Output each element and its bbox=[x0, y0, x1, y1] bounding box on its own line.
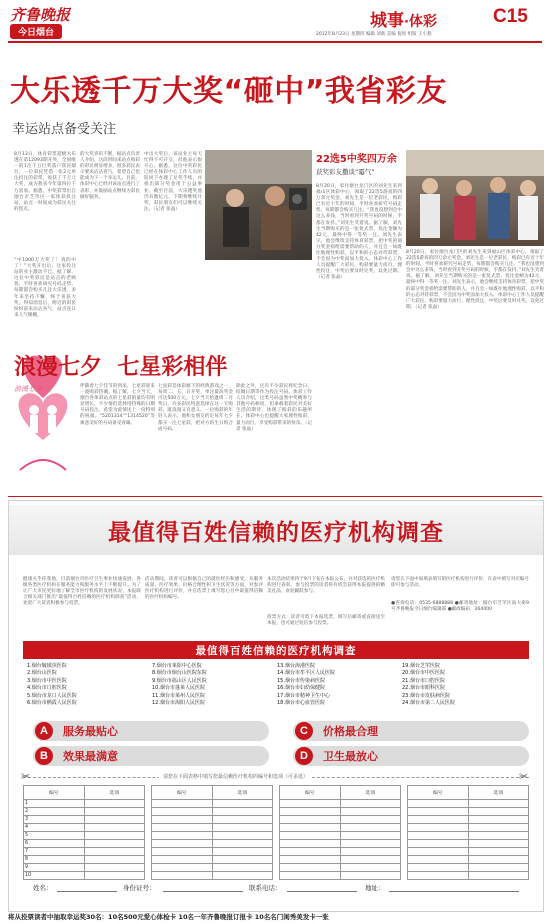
vote-cell[interactable] bbox=[340, 824, 401, 832]
option-label: 价格最合理 bbox=[323, 725, 378, 738]
sidebar-body: 8月20日，家住烟台龙门区的刘先生来到福山区体彩中心，领取了22选5游戏的四万余元奖金。刘先生是一位老彩民，购彩已有近十年的时间，平时喜欢研究号码走势，每期都会购买几注。“我也没想到会中这么多钱，当时看到开奖号码的时候，手都在发抖。”刘先生笑着说。据了解，刘先生当期购买的是一张复式票，投注金额为42元，最终中得一等奖一注。刘先生表示，他会继续支持体育彩票，把中奖的部分奖金捐给需要帮助的人，并且会一如既往地理性购彩，以平和的心态对待彩票，不会因为中奖而加大投入。体彩中心工作人员提醒广大彩民，购彩要量力而行，理性投注，中奖后要及时兑奖，以免过期。（记者 张晶） bbox=[316, 184, 402, 281]
option-letter: C bbox=[295, 722, 313, 740]
option-letter: D bbox=[295, 747, 313, 765]
list-item: 22.烟台市眼科医院 bbox=[402, 685, 445, 692]
option-label: 卫生最放心 bbox=[323, 750, 378, 763]
vote-cell[interactable] bbox=[84, 848, 145, 856]
vote-cell[interactable] bbox=[280, 856, 341, 864]
scissors-icon: ✂ bbox=[21, 770, 31, 783]
vote-cell[interactable] bbox=[212, 800, 273, 808]
list-item: 9.烟台市福山区人民医院 bbox=[152, 677, 207, 684]
survey-intro2: 活动期间，读者可以根据自己的就医经历和感受，从服务质量、医疗效果、价格合理性和卫生状况等方面，对参评医疗机构进行评价，并在选票上填写您心目中最值得信赖的医疗机构编号。 bbox=[145, 577, 263, 601]
list-item: 13.烟台海港医院 bbox=[277, 663, 315, 669]
list-item: 12.烟台市海阳人民医院 bbox=[152, 700, 205, 707]
scissors-icon: ✂ bbox=[519, 770, 529, 783]
row-number: 4 bbox=[24, 824, 85, 832]
vote-cell[interactable] bbox=[340, 856, 401, 864]
phone-field[interactable] bbox=[287, 891, 357, 892]
vote-cell[interactable] bbox=[408, 840, 469, 848]
list-item: 16.烟台市妇幼保健院 bbox=[277, 685, 325, 692]
option-b[interactable] bbox=[33, 746, 269, 766]
vote-cell[interactable] bbox=[408, 824, 469, 832]
vote-cell[interactable] bbox=[340, 864, 401, 872]
vote-cell[interactable] bbox=[84, 864, 145, 872]
vote-cell[interactable] bbox=[152, 800, 213, 808]
survey-title-bar bbox=[9, 505, 543, 555]
list-heading-bar bbox=[23, 641, 529, 659]
vote-cell[interactable] bbox=[468, 848, 529, 856]
vote-cell[interactable] bbox=[340, 832, 401, 840]
address-label: 地址： bbox=[365, 884, 385, 892]
vote-cell[interactable] bbox=[280, 816, 341, 824]
ballot-table bbox=[23, 785, 145, 880]
sidebar-photo-scene bbox=[406, 150, 544, 246]
survey-rules: 请您在下面中间填表填写的医疗机构进行评价，在表中填写对应编号即可参与活动。 bbox=[391, 577, 529, 589]
section-title: 城事·体彩 bbox=[370, 11, 437, 31]
edition-label: 今日烟台 bbox=[17, 28, 54, 38]
ballot-table bbox=[407, 785, 529, 880]
vote-cell[interactable] bbox=[280, 824, 341, 832]
list-item: 6.烟台市栖霞人民医院 bbox=[27, 700, 77, 707]
section-label: 城事 bbox=[370, 11, 404, 31]
row-number: 2 bbox=[24, 808, 85, 816]
list-item: 8.烟台市烟台山医院东院 bbox=[152, 670, 207, 677]
vote-cell[interactable] bbox=[468, 824, 529, 832]
vote-cell[interactable] bbox=[212, 808, 273, 816]
vote-cell[interactable] bbox=[212, 848, 273, 856]
survey-intro4: 投票方式：读者可剪下本报选票，填写后邮寄或直接送至本报，也可通过短信参与投票。 bbox=[267, 615, 385, 627]
list-item: 23.烟台市皮肤病医院 bbox=[402, 692, 450, 699]
vote-cell[interactable] bbox=[84, 800, 145, 808]
vote-cell[interactable] bbox=[468, 816, 529, 824]
name-field[interactable] bbox=[57, 891, 117, 892]
col-header-option: 选项 bbox=[212, 786, 273, 800]
vote-cell[interactable] bbox=[408, 848, 469, 856]
qixi-headline: 浪漫七夕 七星彩相伴 bbox=[14, 355, 228, 380]
option-d[interactable] bbox=[293, 746, 529, 766]
qixi-decor-text: 浪漫七夕 bbox=[14, 385, 42, 393]
vote-cell[interactable] bbox=[84, 824, 145, 832]
vote-cell[interactable] bbox=[84, 840, 145, 848]
option-a[interactable] bbox=[33, 721, 269, 741]
article-photo bbox=[205, 150, 312, 260]
row-number: 10 bbox=[24, 872, 85, 880]
vote-cell[interactable] bbox=[408, 864, 469, 872]
vote-cell[interactable] bbox=[468, 800, 529, 808]
list-item: 3.烟台市中医医院 bbox=[27, 677, 67, 684]
col-header-option: 选项 bbox=[84, 786, 145, 800]
vote-cell[interactable] bbox=[212, 840, 273, 848]
masthead-meta: 2012年8月23日 星期四 编辑 刘新 美编 倪瑶 组版 王小燕 bbox=[316, 32, 432, 37]
survey-intro1: 健康关乎你我他，目前烟台市医疗卫生事业快速发展，各级各类医疗机构在服务能力和服务水平上不断提升。为了让广大市民更好地了解全市医疗机构的发展状况，本报联合相关部门推出“最值得百姓信赖的医疗机构调查”活动，欢迎广大读者积极参与投票。 bbox=[23, 577, 141, 607]
survey-title: 最值得百姓信赖的医疗机构调查 bbox=[108, 519, 444, 546]
option-letter: A bbox=[35, 722, 53, 740]
list-heading: 最值得百姓信赖的医疗机构调查 bbox=[195, 644, 357, 657]
vote-cell[interactable] bbox=[408, 808, 469, 816]
qixi-col3: 除此之外，还有不少彩民将纪念日、结婚日期等作为投注号码。体彩工作人员介绍，这类号码虽然中奖概率与其他号码相同，但承载着彩民对美好生活的期待，体现了购彩的乐趣所在。体彩中心也提醒大家理性购彩，量力而行，享受购彩带来的快乐。（记者 张晶） bbox=[236, 384, 312, 432]
photo-scene bbox=[205, 150, 312, 260]
vote-cell[interactable] bbox=[408, 800, 469, 808]
sidebar-body-cont: 8月20日，家住烟台龙门区的刘先生来到福山区体彩中心，领取了22选5游戏的四万余元奖金。刘先生是一位老彩民，购彩已有近十年的时间，平时喜欢研究号码走势，每期都会购买几注。“我也没想到会中这么多钱，当时看到开奖号码的时候，手都在发抖。”刘先生笑着说。据了解，刘先生当期购买的是一张复式票，投注金额为42元，最终中得一等奖一注。刘先生表示，他会继续支持体育彩票，把中奖的部分奖金捐给需要帮助的人，并且会一如既往地理性购彩，以平和的心态对待彩票，不会因为中奖而加大投入。体彩中心工作人员提醒广大彩民，购彩要量力而行，理性投注，中奖后要及时兑奖，以免过期。（记者 张晶） bbox=[406, 250, 544, 310]
hospital-column bbox=[402, 663, 527, 707]
list-item: 15.烟台市传染病医院 bbox=[277, 677, 325, 684]
vote-cell[interactable] bbox=[212, 832, 273, 840]
list-item: 21.烟台市口腔医院 bbox=[402, 677, 445, 684]
headline-subtitle: 幸运站点备受关注 bbox=[12, 122, 117, 137]
vote-cell[interactable] bbox=[468, 864, 529, 872]
list-item: 19.烟台芝罘医院 bbox=[402, 663, 440, 669]
vote-cell[interactable] bbox=[280, 808, 341, 816]
list-item: 10.烟台市蓬莱人民医院 bbox=[152, 685, 205, 692]
vote-cell[interactable] bbox=[280, 832, 341, 840]
row-number: 1 bbox=[24, 800, 85, 808]
vote-cell[interactable] bbox=[340, 872, 401, 880]
col-header-number: 编号 bbox=[280, 786, 341, 800]
vote-cell[interactable] bbox=[152, 872, 213, 880]
row-number: 9 bbox=[24, 864, 85, 872]
vote-cell[interactable] bbox=[468, 808, 529, 816]
article1-col4: 中出大奖后，该站业主每天忙得不可开交，但他表示很开心。据悉，这位中奖彩民已经在体彩中心工作人员的陪同下办理了兑奖手续，并捐出部分奖金用于公益事业。截至目前，大乐透奖池仍有数亿元，下期将继续开奖，彩民朋友们可以继续关注。（记者 张晶） bbox=[144, 152, 202, 212]
col-header-number: 编号 bbox=[152, 786, 213, 800]
ballot-table bbox=[151, 785, 273, 880]
list-item: 18.烟台市心血管医院 bbox=[277, 700, 325, 707]
row-number: 8 bbox=[24, 856, 85, 864]
ballot-note: 请您在下面表格中填写您最信赖医疗机构的编号和选项（可多选） bbox=[159, 773, 312, 780]
list-item: 5.烟台市龙口人民医院 bbox=[27, 692, 77, 699]
masthead-divider bbox=[8, 41, 542, 43]
vote-cell[interactable] bbox=[84, 816, 145, 824]
sidebar-article bbox=[316, 150, 544, 490]
col-header-option: 选项 bbox=[468, 786, 529, 800]
vote-cell[interactable] bbox=[84, 808, 145, 816]
survey-intro3: 本次活动结果将于9月下旬在本报公布，并对获选的医疗机构进行表彰。参与投票的读者将有机会获得本报提供的精美礼品，欢迎踊跃参与。 bbox=[267, 577, 385, 595]
article1-col1: 8月13日，体育彩票超级大乐透在第12093期开奖，全国唯一的1注千万巨奖落户我省烟台，一位彩民凭借一张2元单注投注的彩票，收获了千万元大奖，成为我省今年第四位千万富翁。据悉，中奖彩票出自烟台市芝罘区一家体彩投注站，站点一时间成为彩民关注的焦点。 bbox=[14, 152, 76, 212]
col-header-number: 编号 bbox=[408, 786, 469, 800]
vote-cell[interactable] bbox=[340, 840, 401, 848]
vote-cell[interactable] bbox=[152, 808, 213, 816]
option-c[interactable] bbox=[293, 721, 529, 741]
vote-cell[interactable] bbox=[340, 800, 401, 808]
vote-cell[interactable] bbox=[212, 856, 273, 864]
masthead bbox=[0, 0, 550, 44]
hospital-column bbox=[152, 663, 277, 707]
col-header-option: 选项 bbox=[340, 786, 401, 800]
vote-cell[interactable] bbox=[280, 872, 341, 880]
option-letter: B bbox=[35, 747, 53, 765]
vote-cell[interactable] bbox=[468, 856, 529, 864]
id-label: 身份证号： bbox=[123, 884, 156, 892]
row-number: 3 bbox=[24, 816, 85, 824]
hospital-column bbox=[27, 663, 152, 707]
vote-cell[interactable] bbox=[340, 848, 401, 856]
vote-cell[interactable] bbox=[152, 824, 213, 832]
vote-cell[interactable] bbox=[152, 848, 213, 856]
list-item: 2.烟台山医院 bbox=[27, 670, 57, 677]
article1-col2: “中1000万大奖了！真的中了！”大奖开出后，这家投注站的业主激动不已。据了解，这位中奖彩民是站点的老顾客，平时喜欢研究号码走势，每期都会购买几注大乐透，多年来坚持不懈，终于喜获大奖。得知消息后，附近的彩民纷纷前来沾沾喜气，站点连日来人气爆棚。 bbox=[14, 258, 76, 318]
hospital-column bbox=[277, 663, 402, 707]
vote-cell[interactable] bbox=[468, 872, 529, 880]
list-item: 1.烟台毓璜顶医院 bbox=[27, 663, 67, 669]
vote-cell[interactable] bbox=[212, 824, 273, 832]
list-item: 20.烟台市中医医院 bbox=[402, 670, 445, 677]
vote-cell[interactable] bbox=[84, 872, 145, 880]
qixi-col2: 七星彩是体彩旗下的经典游戏之一，每周二、五、日开奖，单注最高奖金可达500万元。七夕当天恰逢周二开奖日，许多彩民特意选择在这一天购彩，既浪漫又有意义。一位购彩的年轻人表示，他和女朋友约定每年七夕都买一注七星彩，把对方的生日组合成号码。 bbox=[158, 384, 233, 432]
list-item: 4.烟台市口腔医院 bbox=[27, 685, 67, 692]
paper-name: 齐鲁晚报 bbox=[10, 6, 71, 24]
vote-cell[interactable] bbox=[280, 848, 341, 856]
list-item: 24.烟台市第二人民医院 bbox=[402, 700, 455, 707]
vote-cell[interactable] bbox=[152, 864, 213, 872]
sidebar-subtitle: 获奖彩友撒谈“霉气” bbox=[316, 168, 375, 176]
subsection-label: 体彩 bbox=[408, 14, 437, 30]
list-item: 11.烟台市莱州人民医院 bbox=[152, 692, 205, 699]
hospital-list bbox=[27, 663, 527, 711]
headline-main: 大乐透千万大奖“砸中”我省彩友 bbox=[10, 74, 447, 109]
ballot-tables bbox=[23, 785, 529, 881]
row-number: 7 bbox=[24, 848, 85, 856]
section-divider bbox=[8, 496, 542, 497]
page-code: C15 bbox=[493, 6, 528, 27]
row-number: 6 bbox=[24, 840, 85, 848]
vote-cell[interactable] bbox=[152, 816, 213, 824]
vote-cell[interactable] bbox=[408, 816, 469, 824]
vote-cell[interactable] bbox=[212, 872, 273, 880]
sidebar-title: 22选5中奖四万余 bbox=[316, 154, 397, 165]
phone-label: 联系电话： bbox=[249, 884, 282, 892]
vote-cell[interactable] bbox=[280, 840, 341, 848]
ballot-table bbox=[279, 785, 401, 880]
address-field[interactable] bbox=[389, 891, 519, 892]
vote-cell[interactable] bbox=[152, 840, 213, 848]
sidebar-photo bbox=[406, 150, 544, 246]
article1-col3: 的大奖喜讯不断，据站点负责人介绍，这段时间来站点购彩的彩民明显增多，很多彩民表示要来沾沾喜气，希望自己也能成为下一个幸运儿。目前，体彩中心已经对该站点进行了表彰，并鼓励站点继续为彩民做好服务。 bbox=[80, 152, 140, 200]
vote-cell[interactable] bbox=[340, 808, 401, 816]
edition-badge bbox=[10, 24, 62, 39]
prize-footer: 将从投票读者中抽取幸运奖30名：10名500元爱心体检卡 10名一年齐鲁晚报订报卡 10名名门闺秀美发卡一张 bbox=[8, 913, 329, 921]
vote-cell[interactable] bbox=[212, 864, 273, 872]
name-label: 姓名： bbox=[33, 884, 53, 892]
col-header-number: 编号 bbox=[24, 786, 85, 800]
vote-cell[interactable] bbox=[84, 832, 145, 840]
vote-cell[interactable] bbox=[280, 864, 341, 872]
qixi-col1: 伴随着七夕佳节的到来，七星彩迎来一波购彩热潮。据了解，七夕当天，烟台各体彩站点的七星彩销量均有明显增长，不少情侣选择用特殊的日期号码投注，希望为爱情送上一份特别的祝福。“5201314”“1314520”等寓意美好的号码备受青睐。 bbox=[80, 384, 155, 426]
id-field[interactable] bbox=[163, 891, 243, 892]
vote-cell[interactable] bbox=[408, 832, 469, 840]
vote-cell[interactable] bbox=[340, 816, 401, 824]
list-item: 7.烟台市莱阳中心医院 bbox=[152, 663, 202, 669]
survey-banner bbox=[8, 500, 544, 912]
vote-cell[interactable] bbox=[84, 856, 145, 864]
vote-cell[interactable] bbox=[468, 832, 529, 840]
list-item: 14.烟台市牟平区人民医院 bbox=[277, 670, 335, 677]
vote-cell[interactable] bbox=[408, 872, 469, 880]
survey-contact: ●咨询电话：0535-6888888 ●邮寄地址：烟台市芝罘区南大街9号齐鲁晚报今日烟台编辑部 ●邮政编码：264000 bbox=[391, 601, 529, 613]
option-label: 效果最满意 bbox=[63, 750, 118, 763]
vote-cell[interactable] bbox=[468, 840, 529, 848]
vote-cell[interactable] bbox=[212, 816, 273, 824]
vote-cell[interactable] bbox=[408, 856, 469, 864]
option-label: 服务最贴心 bbox=[63, 725, 118, 738]
row-number: 5 bbox=[24, 832, 85, 840]
list-item: 17.烟台市精神卫生中心 bbox=[277, 692, 330, 699]
ballot-info-line bbox=[23, 883, 529, 895]
vote-cell[interactable] bbox=[280, 800, 341, 808]
vote-cell[interactable] bbox=[152, 832, 213, 840]
vote-cell[interactable] bbox=[152, 856, 213, 864]
